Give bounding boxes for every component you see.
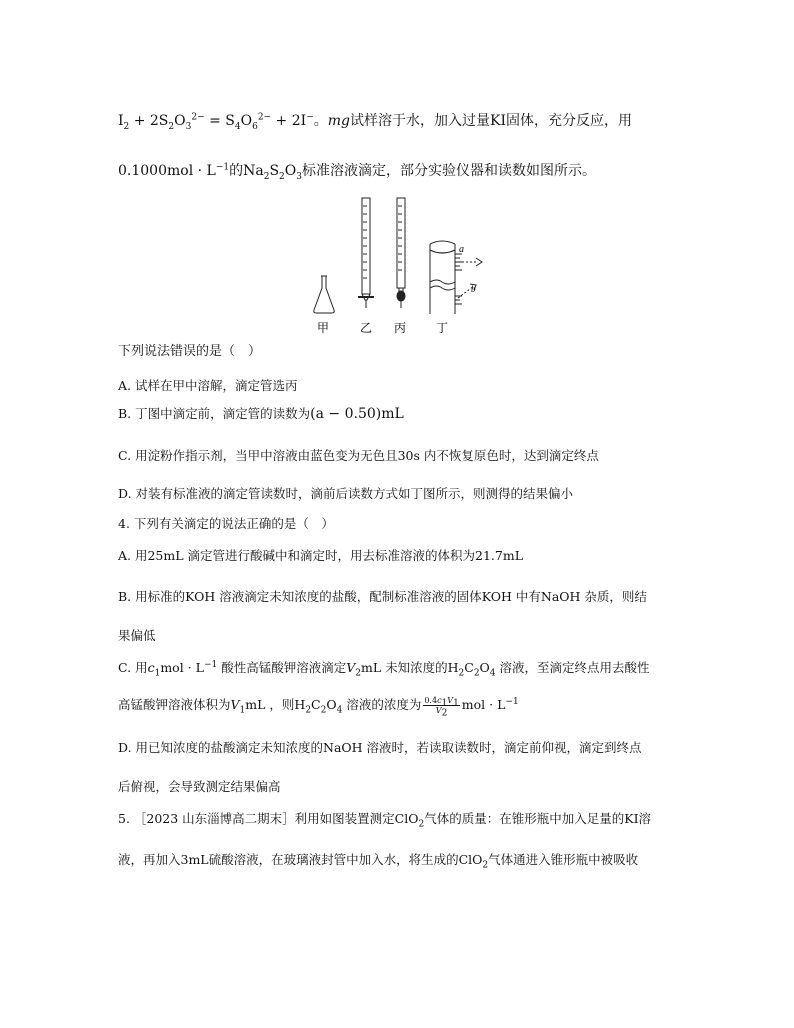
q5-l1-a: 5. ［2023 山东淄博高二期末］利用如图装置测定ClO: [118, 811, 419, 826]
q4-option-b-line1: B. 用标准的KOH 溶液滴定未知浓度的盐酸，配制标准溶液的固体KOH 中有NaOH 杂质，则结: [118, 589, 647, 604]
reading-b-label: b: [471, 284, 476, 294]
q4-option-d-line2: 后俯视，会导致测定结果偏高: [118, 779, 281, 794]
q5-l2-a: 液，再加入3mL硫酸溶液，在玻璃液封管中加入水，将生成的ClO: [118, 852, 483, 867]
q5-l1-b: 气体的质量：在锥形瓶中加入足量的KI溶: [424, 811, 652, 826]
q3-option-b: [118, 405, 404, 423]
c2-d: mol · L: [461, 697, 506, 712]
figure-label-ding: 丁: [436, 321, 449, 335]
c1-c: 酸性高锰酸钾溶液滴定: [217, 660, 347, 675]
c2-b: mL ，则H: [245, 697, 306, 712]
line2-post: 标准溶液滴定，部分实验仪器和读数如图所示。: [302, 163, 596, 179]
q4-stem: 4. 下列有关滴定的说法正确的是（ ）: [118, 516, 334, 531]
q5-l2-b: 气体通进入锥形瓶中被吸收: [488, 852, 639, 867]
q4-option-a: A. 用25mL 滴定管进行酸碱中和滴定时，用去标准溶液的体积为21.7mL: [118, 548, 523, 563]
line1-text: 试样溶于水，加入过量KI固体，充分反应，用: [349, 113, 632, 129]
q3-option-b-value: (a − 0.50)mL: [310, 406, 404, 422]
concentration-fraction: $\frac{0.4c_1V_1}{V_2}$: [424, 696, 459, 719]
q3-option-b-text: B. 丁图中滴定前，滴定管的读数为: [118, 406, 311, 421]
eq-end: 。: [313, 113, 328, 129]
q4-option-b-line2: 果偏低: [118, 628, 156, 643]
q5-line2: 液，再加入3mL硫酸溶液，在玻璃液封管中加入水，将生成的ClO$_2$气体通进入锥形瓶中被吸收: [118, 852, 639, 871]
acid-burette-icon: [358, 198, 374, 308]
figure-label-yi: 乙: [360, 321, 373, 335]
figure-label-jia: 甲: [317, 321, 330, 335]
q4-option-c-line2: 高锰酸钾溶液体积为$V_1mL$ ，则$H_2C_2O_4$ 溶液的浓度为 $\frac{0.4c_1V_1}{V_2}$ mol · $L^{-1}$: [118, 696, 519, 719]
c2-a: 高锰酸钾溶液体积为: [118, 697, 231, 712]
q4-option-c-line1: C. 用$c_1mol \cdot L^{-1}$ 酸性高锰酸钾溶液滴定$V_2mL$ 未知浓度的$H_2C_2O_4$ 溶液，至滴定终点用去酸性: [118, 659, 650, 679]
var-mg: mg: [327, 113, 350, 129]
c1-e: 溶液，至滴定终点用去酸性: [495, 660, 650, 675]
q3-option-c: C. 用淀粉作指示剂，当甲中溶液由蓝色变为无色且30s 内不恢复原色时，达到滴定终点: [118, 448, 599, 463]
reading-a-label: a: [459, 244, 464, 255]
apparatus-figure: [300, 192, 500, 340]
conical-flask-icon: [314, 276, 335, 313]
titrant-line: $0.1000mol \cdot L^{-1}$的$Na_2S_2O_3$标准溶液滴定，部分实验仪器和读数如图所示。: [118, 162, 596, 182]
q4-option-d-line1: D. 用已知浓度的盐酸滴定未知浓度的NaOH 溶液时，若读取读数时，滴定前仰视，滴定到终点: [118, 740, 642, 755]
c1-b: mol · L: [160, 660, 204, 675]
q3-option-a: A. 试样在甲中溶解，滴定管选丙: [118, 378, 298, 393]
reaction-equation-line: $I_2 + 2S_2O_3^{2-} = S_4O_6^{2-} + 2I^-$。mg试样溶于水，加入过量KI固体，充分反应，用: [118, 112, 632, 132]
q3-option-d: D. 对装有标准液的滴定管读数时，滴前后读数方式如丁图所示，则测得的结果偏小: [118, 486, 574, 501]
c1-d: mL 未知浓度的H: [360, 660, 459, 675]
conc-value: 0.1000mol · L: [118, 163, 216, 179]
q3-stem: 下列说法错误的是（ ）: [118, 344, 262, 359]
c2-c: 溶液的浓度为: [342, 697, 422, 712]
line2-pre: 的: [229, 163, 244, 179]
burette-reading-detail: [430, 241, 482, 314]
q5-line1: 5. ［2023 山东淄博高二期末］利用如图装置测定ClO$_2$气体的质量：在锥形瓶中加入足量的KI溶: [118, 811, 652, 830]
figure-label-bing: 丙: [394, 321, 407, 335]
c1-a: C. 用: [118, 660, 148, 675]
base-burette-icon: [397, 198, 405, 308]
